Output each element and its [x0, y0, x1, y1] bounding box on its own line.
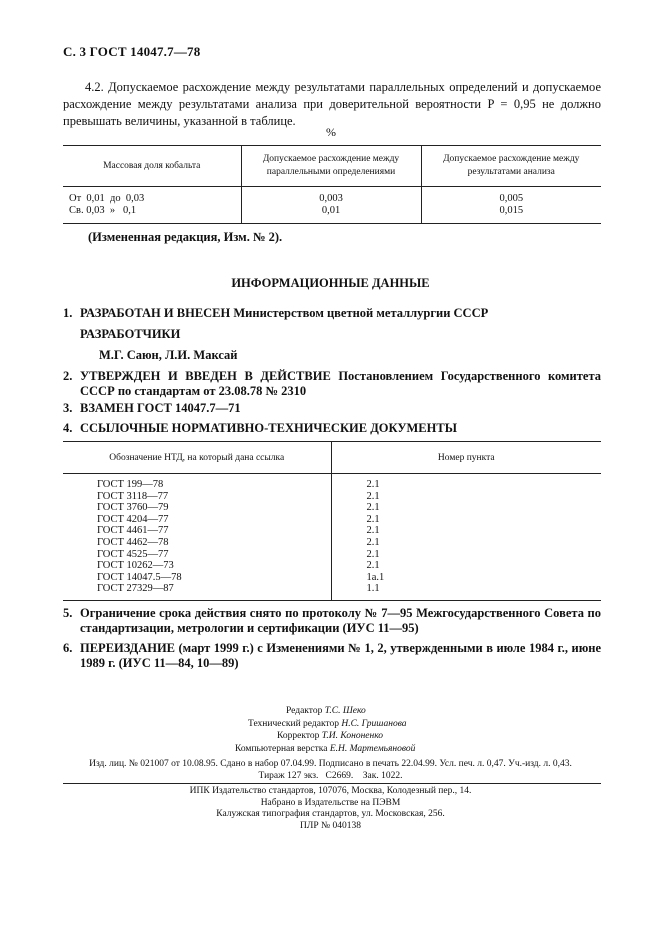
table-unit-percent: % — [326, 125, 336, 139]
table-cell: 1.1 — [331, 583, 601, 600]
table-cell: 1а.1 — [331, 572, 601, 584]
table-cell: ГОСТ 3760—79 — [97, 502, 169, 514]
table-cell: ГОСТ 4204—77 — [97, 513, 169, 525]
table-header-row — [63, 146, 601, 187]
clause-4-2-paragraph: 4.2. Допускаемое расхождение между результатами параллельных определений и допускаемое расхождение между результатами анализа при доверительной вероятности P = 0,95 не должно превышать величины, указанной в таблице. — [63, 80, 601, 128]
item-number: 3. — [63, 401, 73, 415]
table-cell: 2.1 — [331, 560, 601, 572]
credit-editor — [286, 705, 366, 718]
table-cell: ГОСТ 3118—77 — [97, 490, 169, 502]
info-item-2 — [63, 369, 601, 399]
divider — [63, 783, 601, 784]
table-cell: ГОСТ 4461—77 — [97, 525, 169, 537]
credit-label: Компьютерная верстка — [235, 743, 328, 754]
item-text: ССЫЛОЧНЫЕ НОРМАТИВНО-ТЕХНИЧЕСКИЕ ДОКУМЕНТЫ — [80, 421, 457, 435]
publisher-line: Калужская типография стандартов, ул. Московская, 256. — [216, 809, 445, 820]
publisher-line: ИПК Издательство стандартов, 107076, Москва, Колодезный пер., 14. — [189, 786, 472, 796]
table-cell: 0,003 — [241, 187, 421, 206]
column-header-parallel-tolerance: Допускаемое расхождение между параллельными определениями — [241, 146, 421, 187]
item-text: ВЗАМЕН ГОСТ 14047.7—71 — [80, 401, 241, 415]
table-row — [63, 205, 601, 224]
credit-name: Е.Н. Мартемьяновой — [329, 743, 416, 754]
credit-label: Технический редактор — [248, 718, 339, 729]
info-item-5 — [63, 606, 601, 636]
table-cell: ГОСТ 4462—78 — [97, 536, 169, 548]
table-cell: 2.1 — [331, 537, 601, 549]
item-number: 2. — [63, 369, 73, 383]
credit-name: Т.И. Кононенко — [321, 731, 384, 741]
table-row — [63, 187, 601, 206]
info-item-3 — [63, 401, 601, 416]
item-number: 4. — [63, 421, 73, 435]
item-text: РАЗРАБОТАН И ВНЕСЕН Министерством цветной металлургии СССР — [80, 306, 489, 320]
credit-name: Т.С. Шеко — [324, 706, 366, 716]
info-item-4 — [63, 421, 601, 436]
imprint-line: Тираж 127 экз. С2669. Зак. 1022. — [258, 771, 403, 781]
table-cell: 0,015 — [421, 205, 601, 224]
credit-corrector — [277, 730, 383, 743]
publisher-line: Набрано в Издательстве на ПЭВМ — [260, 797, 401, 808]
section-title: ИНФОРМАЦИОННЫЕ ДАННЫЕ — [231, 276, 430, 290]
publisher-block — [0, 786, 661, 832]
credit-name: Н.С. Гришанова — [341, 718, 407, 729]
credit-label: Редактор — [286, 706, 323, 716]
table-cell: ГОСТ 10262—73 — [97, 560, 174, 572]
column-header-analysis-tolerance: Допускаемое расхождение между результатами анализа — [421, 146, 601, 187]
table-cell: ГОСТ 4525—77 — [97, 548, 169, 560]
table-row — [63, 537, 601, 549]
developers-names: М.Г. Саюн, Л.И. Максай — [99, 348, 238, 362]
imprint-line: Изд. лиц. № 021007 от 10.08.95. Сдано в набор 07.04.99. Подписано в печать 22.04.99. Усл. печ. л. 0,47. Уч.-изд. л. 0,43. — [89, 759, 572, 769]
table-cell: ГОСТ 199—78 — [97, 479, 164, 490]
table-row — [63, 474, 601, 491]
credit-tech-editor — [248, 718, 407, 731]
column-header-cobalt-fraction: Массовая доля кобальта — [63, 146, 241, 187]
credit-label: Корректор — [277, 731, 320, 741]
item-number: 1. — [63, 306, 73, 320]
info-item-1 — [63, 306, 601, 321]
table-cell: 0,01 — [241, 205, 421, 224]
amendment-note: (Измененная редакция, Изм. № 2). — [88, 230, 283, 244]
references-table — [63, 441, 601, 601]
table-row — [63, 525, 601, 537]
imprint-block — [0, 758, 661, 782]
table-row — [63, 560, 601, 572]
column-header-clause-number: Номер пункта — [331, 442, 601, 474]
table-row — [63, 502, 601, 514]
info-item-6 — [63, 641, 601, 671]
table-row — [63, 491, 601, 503]
table-header-row — [63, 442, 601, 474]
table-cell: 2.1 — [331, 549, 601, 561]
item-text: Ограничение срока действия снято по протоколу № 7—95 Межгосударственного Совета по стандартизации, метрологии и сертификации (ИУС 11—95) — [80, 606, 601, 635]
tolerance-table — [63, 145, 601, 224]
table-cell: 2.1 — [331, 502, 601, 514]
table-row — [63, 549, 601, 561]
table-cell: 2.1 — [331, 525, 601, 537]
page-header: С. 3 ГОСТ 14047.7—78 — [63, 44, 201, 59]
publisher-line: ПЛР № 040138 — [300, 820, 361, 831]
table-cell: 2.1 — [331, 514, 601, 526]
table-cell: 0,005 — [421, 187, 601, 206]
credit-layout — [235, 743, 415, 756]
item-number: 6. — [63, 641, 73, 655]
item-number: 5. — [63, 606, 73, 620]
table-cell: Св. 0,03 » 0,1 — [69, 205, 137, 216]
column-header-document: Обозначение НТД, на который дана ссылка — [63, 442, 331, 474]
table-row — [63, 572, 601, 584]
table-row — [63, 583, 601, 600]
table-cell: ГОСТ 27329—87 — [97, 583, 174, 595]
table-row — [63, 514, 601, 526]
table-cell: От 0,01 до 0,03 — [69, 193, 145, 204]
table-cell: 2.1 — [331, 491, 601, 503]
developers-label: РАЗРАБОТЧИКИ — [80, 327, 181, 341]
table-cell: ГОСТ 14047.5—78 — [97, 571, 182, 583]
table-cell: 2.1 — [331, 474, 601, 491]
item-text: УТВЕРЖДЕН И ВВЕДЕН В ДЕЙСТВИЕ Постановлением Государственного комитета СССР по стандартам от 23.08.78 № 2310 — [80, 369, 601, 398]
item-text: ПЕРЕИЗДАНИЕ (март 1999 г.) с Изменениями № 1, 2, утвержденными в июле 1984 г., июне 1989 г. (ИУС 11—84, 10—89) — [80, 641, 601, 670]
